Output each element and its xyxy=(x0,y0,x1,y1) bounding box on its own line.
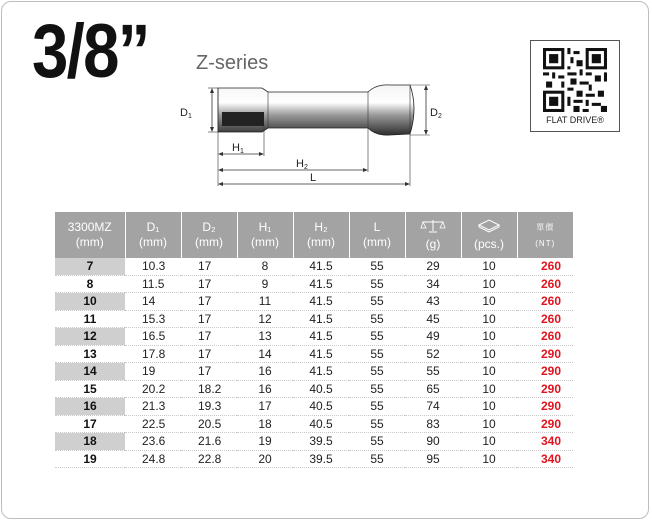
h1-cell: 8 xyxy=(237,258,293,275)
h1-cell: 18 xyxy=(237,415,293,433)
d1-cell: 20.2 xyxy=(125,380,181,398)
qr-code-icon xyxy=(543,48,607,112)
table-header-row xyxy=(55,212,573,258)
d1-cell: 24.8 xyxy=(125,450,181,468)
h1-cell: 14 xyxy=(237,345,293,363)
size-cell: 10 xyxy=(55,293,125,311)
d1-cell: 15.3 xyxy=(125,310,181,328)
size-cell: 12 xyxy=(55,328,125,346)
h2-cell: 41.5 xyxy=(293,310,349,328)
d2-cell: 20.5 xyxy=(181,415,237,433)
d2-cell: 17 xyxy=(181,275,237,293)
d1-cell: 14 xyxy=(125,293,181,311)
h2-label: H2 xyxy=(296,158,308,171)
table-row xyxy=(55,415,573,433)
weight-cell: 90 xyxy=(405,433,461,451)
price-cell: 260 xyxy=(517,328,573,346)
table-row xyxy=(55,380,573,398)
socket-dimension-diagram xyxy=(178,78,442,202)
d1-cell: 21.3 xyxy=(125,398,181,416)
l-cell: 55 xyxy=(349,345,405,363)
pcs-cell: 10 xyxy=(461,415,517,433)
d2-cell: 17 xyxy=(181,310,237,328)
pcs-cell: 10 xyxy=(461,363,517,381)
h1-cell: 20 xyxy=(237,450,293,468)
price-cell: 290 xyxy=(517,380,573,398)
l-cell: 55 xyxy=(349,433,405,451)
h2-cell: 39.5 xyxy=(293,433,349,451)
weight-cell: 34 xyxy=(405,275,461,293)
table-row xyxy=(55,275,573,293)
weight-cell: 52 xyxy=(405,345,461,363)
h2-cell: 41.5 xyxy=(293,293,349,311)
h2-cell: 41.5 xyxy=(293,345,349,363)
size-cell: 17 xyxy=(55,415,125,433)
table-row xyxy=(55,310,573,328)
h1-cell: 19 xyxy=(237,433,293,451)
box-icon xyxy=(477,219,501,233)
col-header-h2: H₂ (mm) xyxy=(293,212,349,258)
table-row xyxy=(55,328,573,346)
series-label: Z-series xyxy=(196,52,269,74)
size-cell: 15 xyxy=(55,380,125,398)
d2-cell: 17 xyxy=(181,328,237,346)
h1-cell: 12 xyxy=(237,310,293,328)
pcs-cell: 10 xyxy=(461,293,517,311)
price-cell: 290 xyxy=(517,398,573,416)
price-cell: 290 xyxy=(517,415,573,433)
d1-cell: 23.6 xyxy=(125,433,181,451)
h1-cell: 9 xyxy=(237,275,293,293)
table-row xyxy=(55,293,573,311)
spec-table xyxy=(55,212,573,468)
table-row xyxy=(55,450,573,468)
d1-label: D1 xyxy=(180,107,192,120)
d1-cell: 19 xyxy=(125,363,181,381)
d1-cell: 10.3 xyxy=(125,258,181,275)
weight-cell: 55 xyxy=(405,363,461,381)
price-cell: 260 xyxy=(517,293,573,311)
table-row xyxy=(55,433,573,451)
size-cell: 8 xyxy=(55,275,125,293)
pcs-cell: 10 xyxy=(461,258,517,275)
h1-label: H1 xyxy=(232,142,244,155)
l-label: L xyxy=(310,172,317,184)
l-cell: 55 xyxy=(349,275,405,293)
flat-drive-caption: FLAT DRIVE® xyxy=(546,115,604,125)
size-cell: 18 xyxy=(55,433,125,451)
size-cell: 14 xyxy=(55,363,125,381)
l-cell: 55 xyxy=(349,415,405,433)
col-header-l: L (mm) xyxy=(349,212,405,258)
h2-cell: 40.5 xyxy=(293,380,349,398)
drive-size-title: 3/8” xyxy=(32,9,149,94)
pcs-cell: 10 xyxy=(461,345,517,363)
table-row xyxy=(55,258,573,275)
h1-cell: 13 xyxy=(237,328,293,346)
weight-cell: 95 xyxy=(405,450,461,468)
h2-cell: 40.5 xyxy=(293,398,349,416)
l-cell: 55 xyxy=(349,450,405,468)
d1-cell: 22.5 xyxy=(125,415,181,433)
l-cell: 55 xyxy=(349,380,405,398)
col-header-d2: D₂ (mm) xyxy=(181,212,237,258)
l-cell: 55 xyxy=(349,398,405,416)
price-cell: 340 xyxy=(517,433,573,451)
size-cell: 7 xyxy=(55,258,125,275)
size-cell: 16 xyxy=(55,398,125,416)
weight-cell: 65 xyxy=(405,380,461,398)
price-cell: 260 xyxy=(517,310,573,328)
pcs-cell: 10 xyxy=(461,275,517,293)
d2-label: D2 xyxy=(430,107,442,120)
price-cell: 260 xyxy=(517,275,573,293)
l-cell: 55 xyxy=(349,310,405,328)
h1-cell: 17 xyxy=(237,398,293,416)
l-cell: 55 xyxy=(349,328,405,346)
d2-cell: 17 xyxy=(181,258,237,275)
h2-cell: 39.5 xyxy=(293,450,349,468)
size-cell: 19 xyxy=(55,450,125,468)
pcs-cell: 10 xyxy=(461,450,517,468)
weight-cell: 43 xyxy=(405,293,461,311)
weight-cell: 49 xyxy=(405,328,461,346)
weight-cell: 74 xyxy=(405,398,461,416)
h1-cell: 16 xyxy=(237,380,293,398)
pcs-cell: 10 xyxy=(461,310,517,328)
col-header-model: 3300MZ (mm) xyxy=(55,212,125,258)
d2-cell: 21.6 xyxy=(181,433,237,451)
d2-cell: 22.8 xyxy=(181,450,237,468)
price-cell: 290 xyxy=(517,363,573,381)
size-cell: 13 xyxy=(55,345,125,363)
size-cell: 11 xyxy=(55,310,125,328)
table-row xyxy=(55,398,573,416)
h2-cell: 41.5 xyxy=(293,258,349,275)
col-header-h1: H₁ (mm) xyxy=(237,212,293,258)
col-header-price: 單價 (NT) xyxy=(517,212,573,258)
price-cell: 260 xyxy=(517,258,573,275)
h2-cell: 41.5 xyxy=(293,363,349,381)
socket-opening xyxy=(222,112,264,126)
pcs-cell: 10 xyxy=(461,380,517,398)
d2-cell: 17 xyxy=(181,293,237,311)
socket-body xyxy=(218,85,414,135)
h1-cell: 11 xyxy=(237,293,293,311)
pcs-cell: 10 xyxy=(461,398,517,416)
weight-cell: 83 xyxy=(405,415,461,433)
price-cell: 340 xyxy=(517,450,573,468)
pcs-cell: 10 xyxy=(461,433,517,451)
h2-cell: 40.5 xyxy=(293,415,349,433)
l-cell: 55 xyxy=(349,293,405,311)
l-cell: 55 xyxy=(349,258,405,275)
l-cell: 55 xyxy=(349,363,405,381)
col-header-pcs: (pcs.) xyxy=(461,212,517,258)
pcs-cell: 10 xyxy=(461,328,517,346)
d1-cell: 11.5 xyxy=(125,275,181,293)
d2-cell: 17 xyxy=(181,363,237,381)
h2-cell: 41.5 xyxy=(293,275,349,293)
table-row xyxy=(55,345,573,363)
d1-cell: 16.5 xyxy=(125,328,181,346)
d1-cell: 17.8 xyxy=(125,345,181,363)
flat-drive-badge xyxy=(530,40,620,132)
price-cell: 290 xyxy=(517,345,573,363)
h1-cell: 16 xyxy=(237,363,293,381)
d2-cell: 19.3 xyxy=(181,398,237,416)
d2-cell: 18.2 xyxy=(181,380,237,398)
scale-icon xyxy=(420,219,446,233)
weight-cell: 45 xyxy=(405,310,461,328)
col-header-weight: (g) xyxy=(405,212,461,258)
weight-cell: 29 xyxy=(405,258,461,275)
col-header-d1: D₁ (mm) xyxy=(125,212,181,258)
table-row xyxy=(55,363,573,381)
d2-cell: 17 xyxy=(181,345,237,363)
h2-cell: 41.5 xyxy=(293,328,349,346)
